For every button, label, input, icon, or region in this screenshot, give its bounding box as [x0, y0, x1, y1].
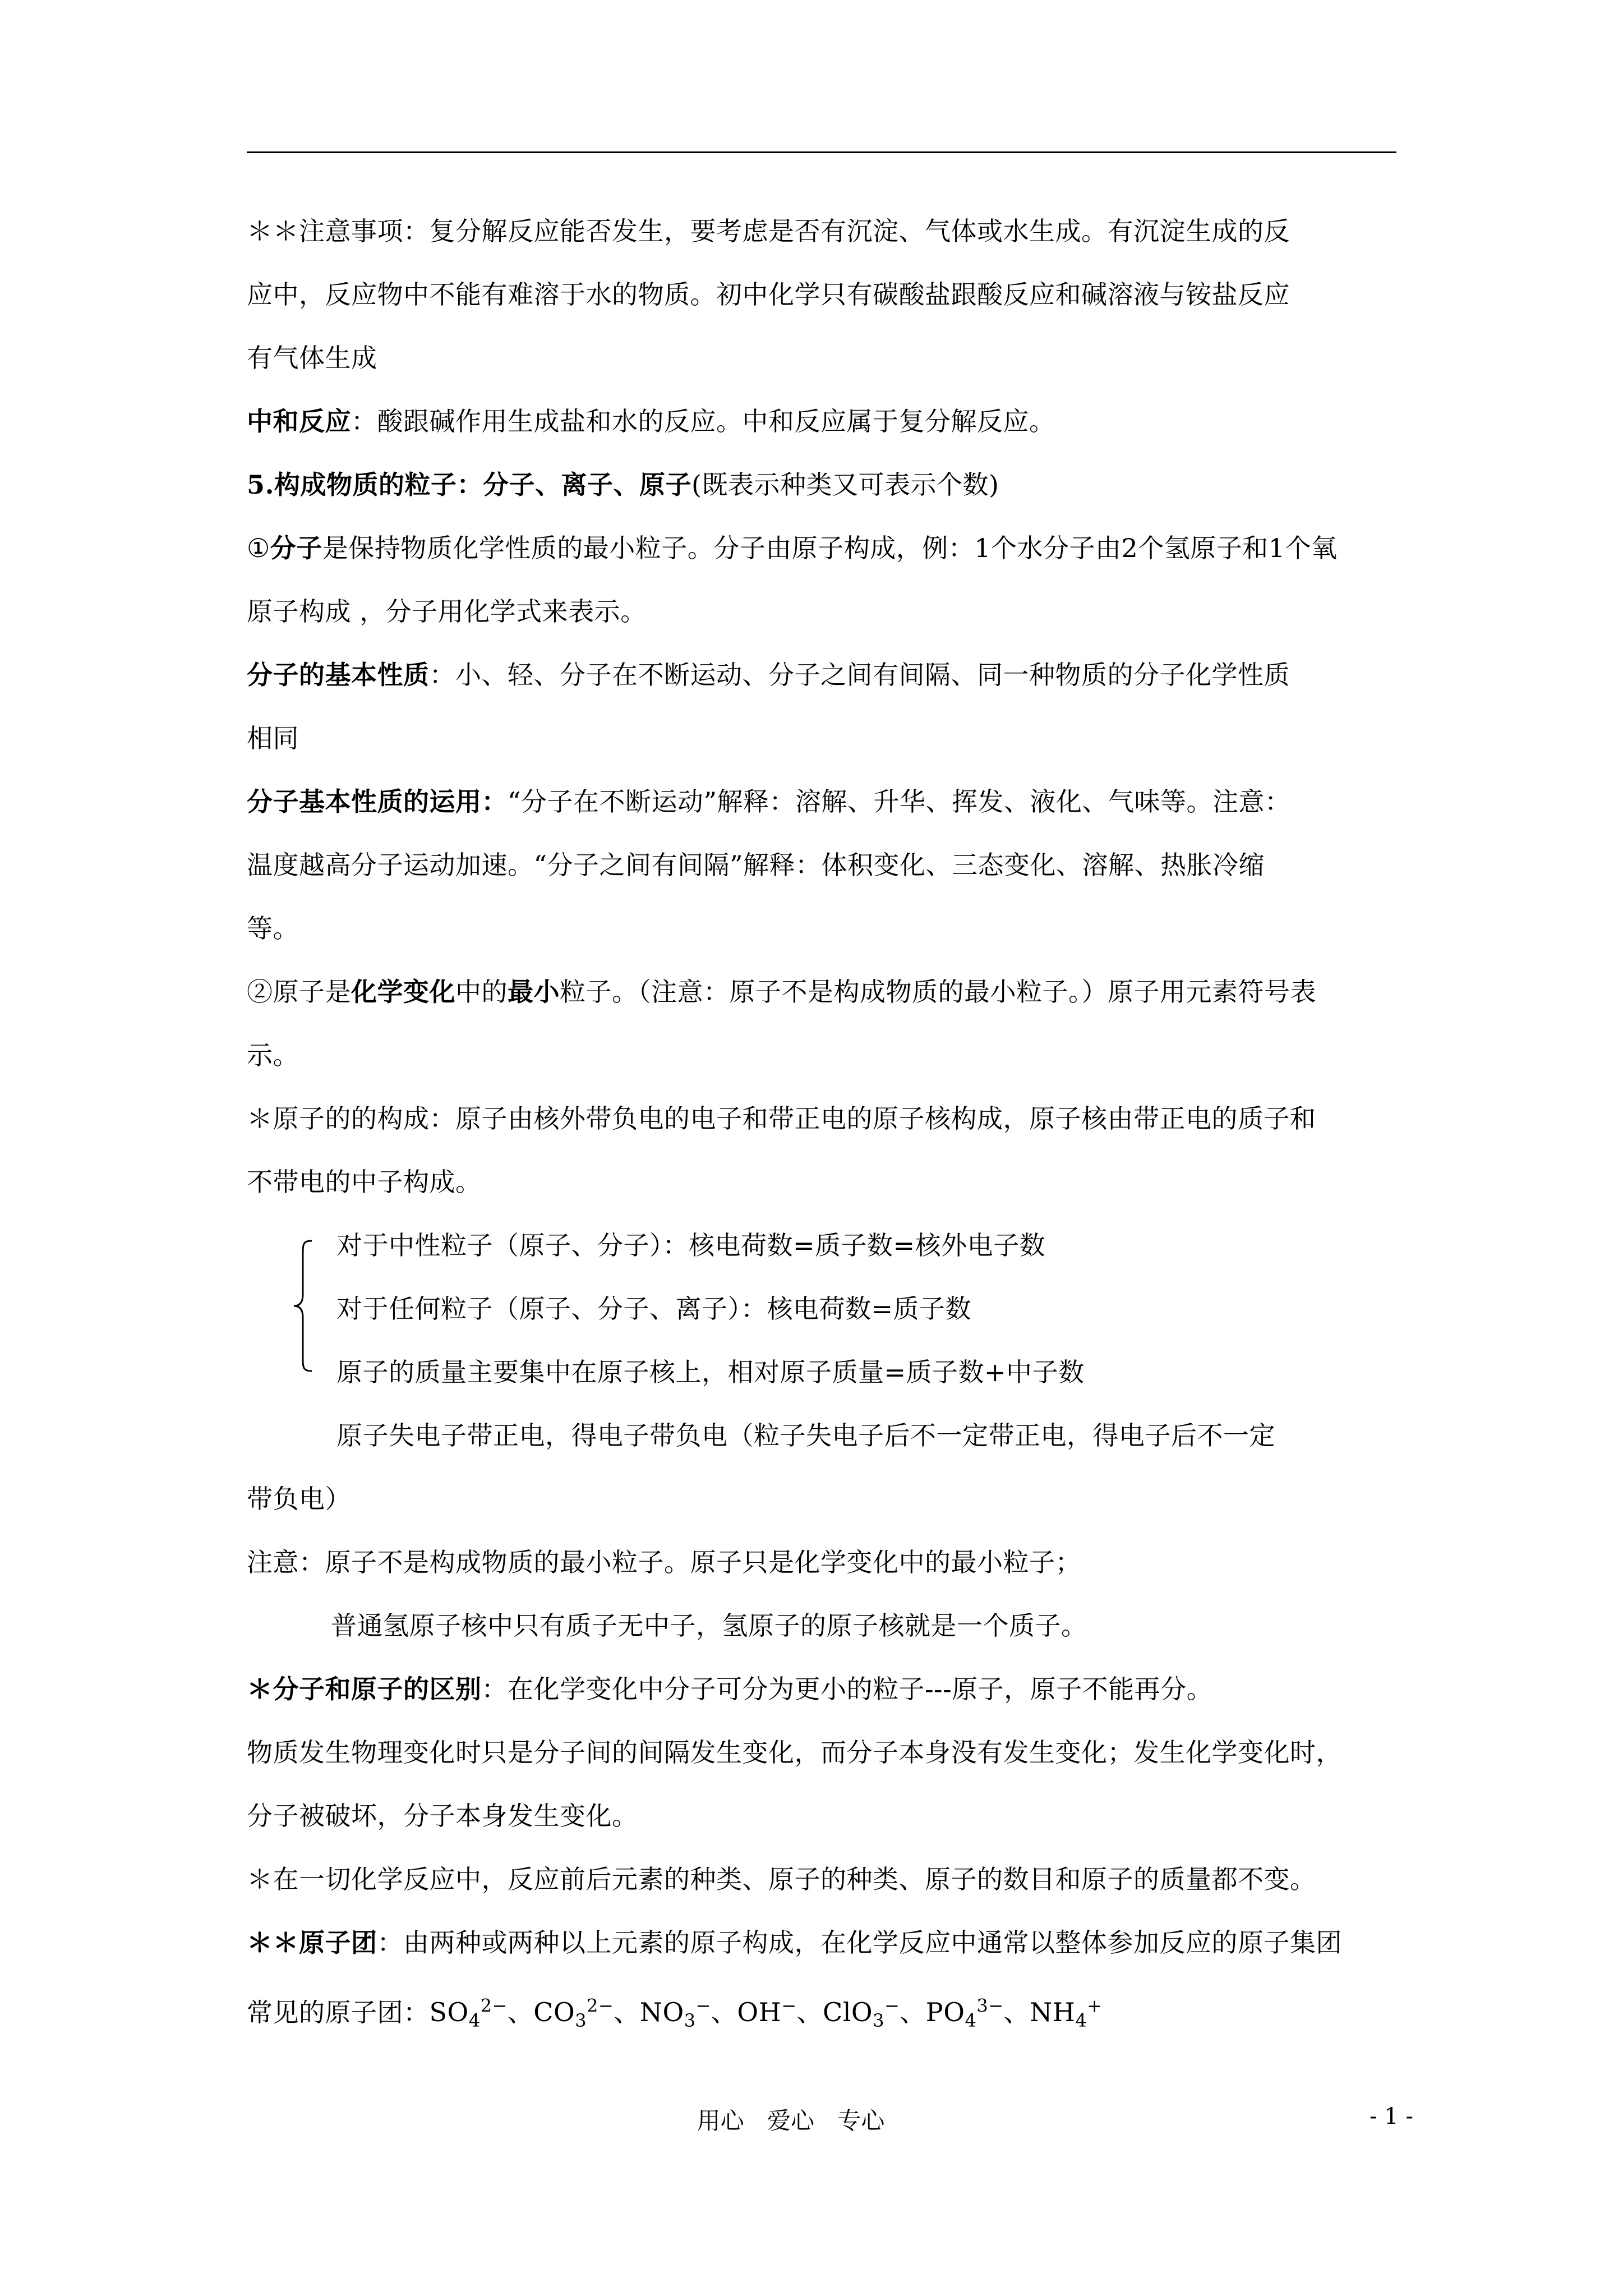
paragraph-line — [247, 263, 1396, 326]
ion-sulfate — [429, 1995, 508, 2032]
separator: 、 — [507, 1997, 534, 2028]
ion-phosphate — [925, 1995, 1004, 2032]
ion-charge: − — [781, 1995, 797, 2017]
ion-symbol: OH — [737, 1997, 782, 2028]
text: 带负电） — [247, 1484, 351, 1514]
text: 有气体生成 — [247, 343, 377, 373]
ion-charge: − — [884, 1995, 900, 2017]
text: ① — [247, 533, 270, 563]
text: 原子构成 ，分子用化学式来表示。 — [247, 596, 647, 627]
ion-list-line — [247, 1975, 1396, 2038]
paragraph-line — [247, 1848, 1396, 1911]
text: ＊原子的的构成：原子由核外带负电的电子和带正电的原子核构成，原子核由带正电的质子和 — [247, 1103, 1316, 1134]
paragraph-line — [247, 770, 1396, 834]
section-heading — [247, 453, 1396, 517]
paragraph-line — [247, 1658, 1396, 1721]
paragraph-line — [247, 1721, 1396, 1784]
paragraph-line — [247, 390, 1396, 453]
paragraph-line — [247, 1911, 1396, 1975]
paragraph-line — [247, 326, 1396, 390]
paragraph-line — [247, 580, 1396, 643]
ion-charge: 2− — [480, 1995, 508, 2017]
term-label: 最小 — [508, 977, 560, 1007]
paragraph-line — [247, 1467, 1396, 1531]
text: 等。 — [247, 913, 299, 944]
separator: 、 — [796, 1997, 823, 2028]
text: ＊＊注意事项：复分解反应能否发生，要考虑是否有沉淀、气体或水生成。有沉淀生成的反 — [247, 216, 1290, 246]
text: 中的 — [455, 977, 508, 1007]
heading-text: 5.构成物质的粒子：分子、离子、原子 — [247, 470, 692, 500]
ion-symbol: NO — [639, 1997, 684, 2028]
text: 粒子。（注意：原子不是构成物质的最小粒子。）原子用元素符号表 — [560, 977, 1316, 1007]
ion-charge: − — [695, 1995, 711, 2017]
paragraph-line — [247, 834, 1396, 897]
term-label: 化学变化 — [351, 977, 455, 1007]
ion-carbonate — [533, 1995, 614, 2032]
ion-subscript: 3 — [684, 2010, 696, 2032]
ion-charge: + — [1087, 1995, 1103, 2017]
term-label: ＊分子和原子的区别 — [247, 1674, 482, 1704]
text: 物质发生物理变化时只是分子间的间隔发生变化，而分子本身没有发生变化；发生化学变化时， — [247, 1737, 1342, 1768]
text: ＊在一切化学反应中，反应前后元素的种类、原子的种类、原子的数目和原子的质量都不变。 — [247, 1864, 1316, 1894]
text: ②原子是 — [247, 977, 351, 1007]
text: 对于任何粒子（原子、分子、离子）：核电荷数=质子数 — [336, 1294, 972, 1324]
paragraph-line — [247, 1531, 1396, 1594]
text: 相同 — [247, 723, 299, 753]
text: (既表示种类又可表示个数) — [691, 470, 999, 500]
ion-symbol: CO — [533, 1997, 575, 2028]
brace-line — [247, 1214, 1396, 1277]
ion-subscript: 4 — [965, 2010, 977, 2032]
paragraph-line — [247, 1594, 1396, 1658]
ion-hydroxide — [737, 1997, 796, 2027]
term-label: ＊＊原子团 — [247, 1927, 377, 1958]
paragraph-line — [247, 1404, 1396, 1467]
text: 原子的质量主要集中在原子核上，相对原子质量=质子数+中子数 — [336, 1357, 1085, 1387]
text: 温度越高分子运动加速。“分子之间有间隔”解释：体积变化、三态变化、溶解、热胀冷缩 — [247, 850, 1265, 880]
term-label: 分子 — [270, 533, 322, 563]
footer-motto: 用心 爱心 专心 — [697, 2107, 885, 2134]
text: 原子失电子带正电，得电子带负电（粒子失电子后不一定带正电，得电子后不一定 — [336, 1420, 1275, 1451]
ion-ammonium — [1030, 1995, 1103, 2032]
ion-subscript: 4 — [468, 2010, 481, 2032]
text: 注意：原子不是构成物质的最小粒子。原子只是化学变化中的最小粒子； — [247, 1547, 1081, 1577]
header-rule — [247, 151, 1396, 153]
ion-subscript: 3 — [575, 2010, 587, 2032]
text: 分子被破坏，分子本身发生变化。 — [247, 1801, 638, 1831]
ion-charge: 2− — [587, 1995, 614, 2017]
text: 不带电的中子构成。 — [247, 1167, 482, 1197]
text: 常见的原子团： — [247, 1997, 430, 2028]
page-number: - 1 - — [1370, 2104, 1413, 2129]
text: 对于中性粒子（原子、分子）：核电荷数=质子数=核外电子数 — [336, 1230, 1046, 1260]
ion-symbol: ClO — [823, 1997, 873, 2028]
text: 普通氢原子核中只有质子无中子，氢原子的原子核就是一个质子。 — [331, 1611, 1087, 1641]
separator: 、 — [1003, 1997, 1030, 2028]
text: 应中，反应物中不能有难溶于水的物质。初中化学只有碳酸盐跟酸反应和碱溶液与铵盐反应 — [247, 279, 1290, 310]
term-label: 分子的基本性质 — [247, 660, 430, 690]
brace-line — [247, 1277, 1396, 1341]
text: ：由两种或两种以上元素的原子构成，在化学反应中通常以整体参加反应的原子集团 — [377, 1927, 1342, 1958]
ion-symbol: PO — [925, 1997, 965, 2028]
separator: 、 — [900, 1997, 926, 2028]
paragraph-line — [247, 960, 1396, 1024]
separator: 、 — [614, 1997, 640, 2028]
paragraph-line — [247, 1024, 1396, 1087]
text: ：小、轻、分子在不断运动、分子之间有间隔、同一种物质的分子化学性质 — [429, 660, 1290, 690]
text: ：在化学变化中分子可分为更小的粒子---原子，原子不能再分。 — [481, 1674, 1213, 1704]
paragraph-line — [247, 200, 1396, 263]
ion-charge: 3− — [976, 1995, 1004, 2017]
ion-chlorate — [823, 1995, 900, 2032]
ion-subscript: 3 — [873, 2010, 884, 2032]
ion-symbol: NH — [1030, 1997, 1076, 2028]
paragraph-line — [247, 897, 1396, 960]
paragraph-line — [247, 643, 1396, 707]
paragraph-line — [247, 707, 1396, 770]
separator: 、 — [711, 1997, 737, 2028]
brace-line — [247, 1341, 1396, 1404]
text: “分子在不断运动”解释：溶解、升华、挥发、液化、气味等。注意： — [508, 786, 1291, 817]
term-label: 分子基本性质的运用： — [247, 786, 508, 817]
text: 是保持物质化学性质的最小粒子。分子由原子构成，例：1个水分子由2个氢原子和1个氧 — [322, 533, 1338, 563]
text: 示。 — [247, 1040, 299, 1070]
paragraph-line — [247, 1087, 1396, 1151]
term-label: 中和反应 — [247, 406, 351, 436]
ion-symbol: SO — [429, 1997, 469, 2028]
paragraph-line — [247, 1784, 1396, 1848]
document-body — [247, 200, 1396, 2038]
ion-subscript: 4 — [1075, 2010, 1087, 2032]
text: ：酸跟碱作用生成盐和水的反应。中和反应属于复分解反应。 — [351, 406, 1055, 436]
paragraph-line — [247, 1151, 1396, 1214]
paragraph-line — [247, 517, 1396, 580]
ion-nitrate — [639, 1995, 711, 2032]
